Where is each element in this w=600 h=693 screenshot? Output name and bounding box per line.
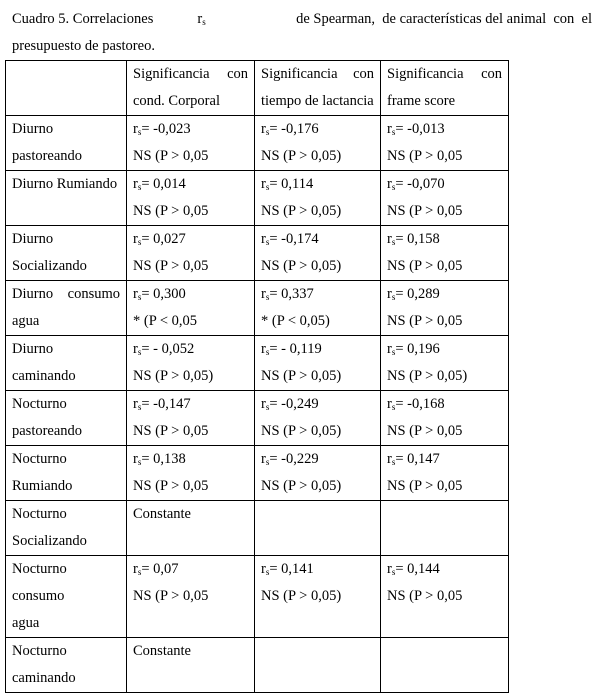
significance-value: NS (P > 0,05 [387,313,463,329]
table-row [6,116,509,171]
rs-value: $r_s= 0,196$ [387,341,440,357]
behavior-label-cell [6,501,127,556]
rs-value: $r_s= -0,174$ [261,231,319,247]
correlation-cell [381,171,509,226]
table-row [6,638,509,693]
correlation-cell [127,116,255,171]
behavior-label-line2: agua [12,615,40,631]
significance-value: NS (P > 0,05 [387,258,463,274]
rs-value: $r_s= -0,249$ [261,396,319,412]
significance-value: NS (P > 0,05) [261,258,342,274]
behavior-label-cell [6,391,127,446]
behavior-label-line2: pastoreando [12,148,83,164]
behavior-label-cell [6,556,127,638]
correlation-cell [255,336,381,391]
rs-value: $r_s= 0,027$ [133,231,186,247]
rs-value: $r_s= - 0,052$ [133,341,195,357]
header-tiempo-lactancia: Significancia con tiempo de lactancia [255,61,381,116]
correlation-cell [381,391,509,446]
caption-line-2: presupuesto de pastoreo. [12,38,155,54]
correlation-cell [381,556,509,638]
rs-value: $r_s= -0,147$ [133,396,191,412]
rs-value: $r_s= 0,337$ [261,286,314,302]
behavior-label-cell [6,226,127,281]
correlation-cell [255,281,381,336]
rs-value: $r_s= -0,176$ [261,121,319,137]
behavior-label-cell [6,171,127,226]
behavior-label-line2: Socializando [12,533,87,549]
correlation-cell [127,391,255,446]
rs-value: $r_s= 0,014$ [133,176,186,192]
constant-label: Constante [133,506,191,522]
correlation-cell [255,171,381,226]
correlation-cell [127,281,255,336]
behavior-label-cell [6,336,127,391]
table-row [6,336,509,391]
rs-value: $r_s= 0,07$ [133,561,179,577]
significance-value: NS (P > 0,05 [387,423,463,439]
constant-cell [127,501,255,556]
rs-value: $r_s= 0,300$ [133,286,186,302]
correlation-cell [255,116,381,171]
behavior-label-line2: Rumiando [12,478,73,494]
constant-label: Constante [133,643,191,659]
correlation-cell [255,226,381,281]
behavior-label-line1: Nocturno [12,451,67,467]
significance-value: NS (P > 0,05 [387,203,463,219]
behavior-label-cell [6,638,127,693]
significance-value: NS (P > 0,05 [387,478,463,494]
correlation-table [5,60,509,693]
header-frame-score: Significancia con frame score [381,61,509,116]
table-row [6,226,509,281]
rs-symbol: $r_s$ [197,11,206,27]
significance-value: NS (P > 0,05 [133,203,209,219]
header-empty-cell [6,61,127,116]
header-row [6,61,509,116]
correlation-cell [381,446,509,501]
caption-title: Cuadro 5. Correlaciones $r_s$ [12,11,206,27]
behavior-label-cell [6,116,127,171]
rs-value: $r_s= -0,023$ [133,121,191,137]
behavior-label-line2: caminando [12,670,76,686]
significance-value: NS (P > 0,05) [261,148,342,164]
constant-cell [127,638,255,693]
table-row [6,171,509,226]
rs-value: $r_s= 0,141$ [261,561,314,577]
rs-value: $r_s= -0,070$ [387,176,445,192]
table-row [6,501,509,556]
behavior-label-line2: pastoreando [12,423,83,439]
rs-value: $r_s= -0,168$ [387,396,445,412]
correlation-cell [255,446,381,501]
correlation-cell [381,281,509,336]
correlation-cell [381,226,509,281]
empty-cell [381,501,509,556]
rs-value: $r_s= 0,289$ [387,286,440,302]
significance-value: NS (P > 0,05) [261,588,342,604]
significance-value: NS (P > 0,05 [133,423,209,439]
correlation-cell [127,226,255,281]
significance-value: NS (P > 0,05) [261,478,342,494]
correlation-cell [255,556,381,638]
behavior-label-line1: Diurno Rumiando [12,176,118,192]
behavior-label-line1: Diurno [12,121,54,137]
significance-value: NS (P > 0,05) [261,203,342,219]
empty-cell [255,501,381,556]
caption-rest: de Spearman, de características del animal con el [296,11,592,27]
significance-value: NS (P > 0,05 [387,148,463,164]
rs-value: $r_s= 0,114$ [261,176,314,192]
correlation-cell [127,556,255,638]
rs-value: $r_s= 0,138$ [133,451,186,467]
significance-value: * (P < 0,05 [133,313,198,329]
correlation-cell [127,171,255,226]
significance-value: NS (P > 0,05 [133,588,209,604]
significance-value: NS (P > 0,05) [261,423,342,439]
behavior-label-line1: Diurno caminando [12,341,76,384]
correlation-cell [255,391,381,446]
rs-value: $r_s= -0,013$ [387,121,445,137]
table-row [6,446,509,501]
table-row [6,391,509,446]
significance-value: NS (P > 0,05 [387,588,463,604]
rs-value: $r_s= 0,158$ [387,231,440,247]
significance-value: NS (P > 0,05 [133,478,209,494]
rs-value: $r_s= 0,144$ [387,561,440,577]
rs-value: $r_s= -0,229$ [261,451,319,467]
significance-value: NS (P > 0,05) [133,368,214,384]
behavior-label-line1: Nocturno [12,506,67,522]
significance-value: NS (P > 0,05) [261,368,342,384]
behavior-label-line1: Diurno [12,231,54,247]
behavior-label-line1: Diurno consumo [12,286,120,302]
significance-value: NS (P > 0,05 [133,148,209,164]
behavior-label-cell [6,281,127,336]
table-row [6,281,509,336]
behavior-label-cell [6,446,127,501]
table-caption [12,6,592,60]
correlation-cell [127,446,255,501]
correlation-cell [127,336,255,391]
behavior-label-line1: Nocturno [12,396,67,412]
behavior-label-line1: Nocturno consumo [12,561,67,604]
empty-cell [255,638,381,693]
table-row [6,556,509,638]
behavior-label-line2: agua [12,313,40,329]
rs-value: $r_s= 0,147$ [387,451,440,467]
significance-value: NS (P > 0,05) [387,368,468,384]
correlation-cell [381,336,509,391]
caption-line-1 [12,6,592,33]
empty-cell [381,638,509,693]
significance-value: NS (P > 0,05 [133,258,209,274]
correlation-cell [381,116,509,171]
behavior-label-line1: Nocturno [12,643,67,659]
rs-value: $r_s= - 0,119$ [261,341,322,357]
header-cond-corporal: Significancia con cond. Corporal [127,61,255,116]
behavior-label-line2: Socializando [12,258,87,274]
significance-value: * (P < 0,05) [261,313,330,329]
